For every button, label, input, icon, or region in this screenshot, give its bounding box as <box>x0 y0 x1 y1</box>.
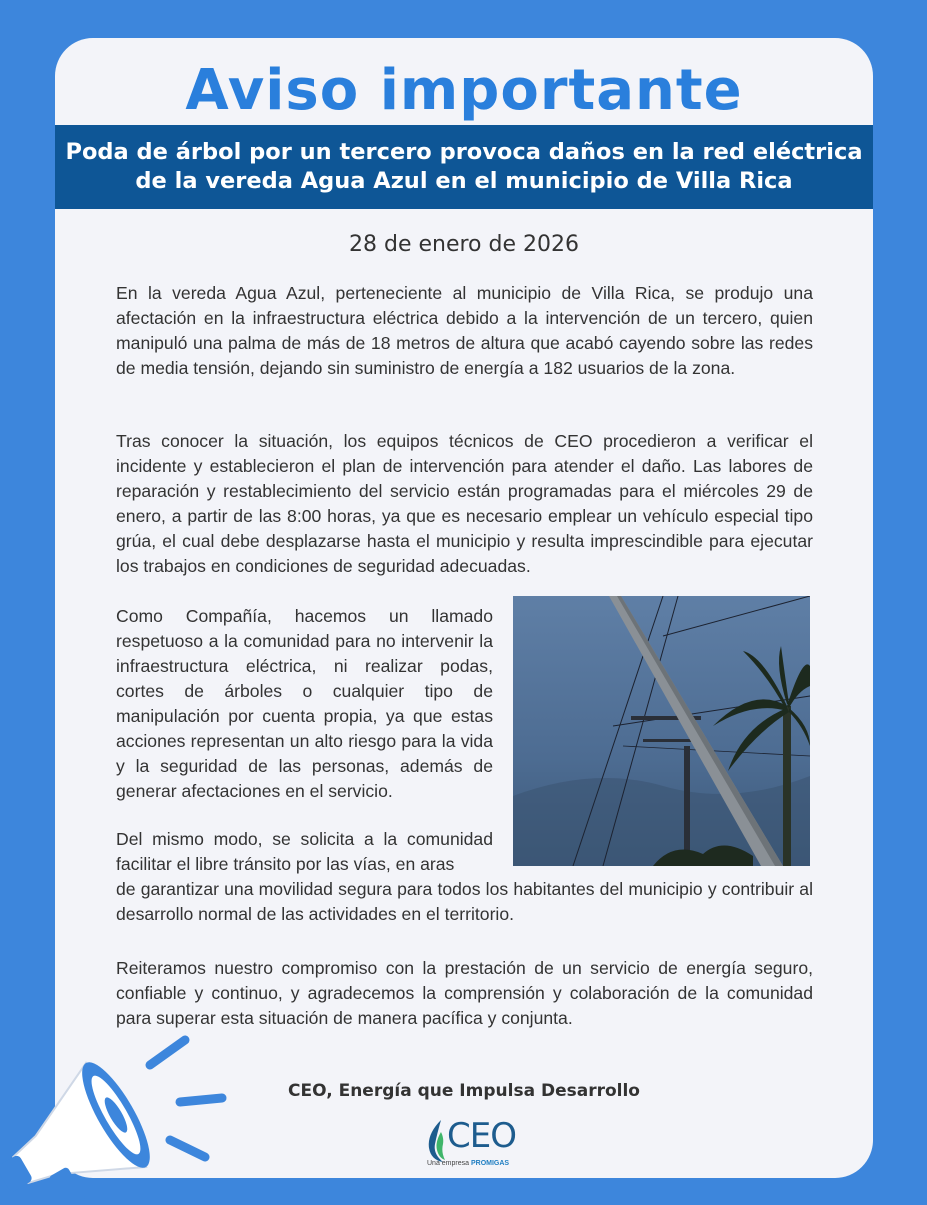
headline-banner <box>55 125 873 209</box>
paragraph-commitment: Reiteramos nuestro compromiso con la prestación de un servicio de energía seguro, confiable y continuo, y agradecemos la comprensión y colaboración de la comunidad para superar esta situación de manera pacífica y conjunta. <box>116 958 813 1028</box>
signature-slogan: CEO, Energía que Impulsa Desarrollo <box>288 1081 640 1101</box>
ceo-logo <box>423 1116 523 1172</box>
paragraph-call-to-community: Como Compañía, hacemos un llamado respetuoso a la comunidad para no intervenir la infraestructura eléctrica, ni realizar podas, cortes de árboles o cualquier tipo de manipulación por cuenta propia, ya que estas acciones representan un alto riesgo para la vida y la seguridad de las personas, además de generar afectaciones en el servicio. <box>116 606 493 801</box>
page-title: Aviso importante <box>185 58 743 123</box>
paragraph-incident: En la vereda Agua Azul, perteneciente al municipio de Villa Rica, se produjo una afectación en la infraestructura eléctrica debido a la intervención de un tercero, quien manipuló una palma de más de 18 metros de altura que acabó cayendo sobre las redes de media tensión, dejando sin suministro de energía a 182 usuarios de la zona. <box>116 283 813 378</box>
logo-text: CEO <box>447 1116 516 1156</box>
headline-line-1: Poda de árbol por un tercero provoca daños en la red eléctrica <box>65 139 863 165</box>
notice-card <box>55 38 873 1178</box>
paragraph-transit-part1: Del mismo modo, se solicita a la comunidad facilitar el libre tránsito por las vías, en aras <box>116 829 493 874</box>
logo-subtitle <box>427 1160 509 1167</box>
flame-icon <box>423 1118 449 1164</box>
damaged-pole-photo <box>513 596 810 866</box>
logo-sub-brand: PROMIGAS <box>470 1160 510 1167</box>
logo-sub-prefix: Una empresa <box>427 1160 470 1167</box>
megaphone-icon <box>0 1020 250 1200</box>
paragraph-transit-part2: de garantizar una movilidad segura para todos los habitantes del municipio y contribuir al desarrollo normal de las actividades en el territorio. <box>116 879 813 924</box>
notice-date: 28 de enero de 2026 <box>349 232 579 257</box>
paragraph-repair: Tras conocer la situación, los equipos técnicos de CEO procedieron a verificar el incidente y establecieron el plan de intervención para atender el daño. Las labores de reparación y restablecimiento del servicio están programadas para el miércoles 29 de enero, a partir de las 8:00 horas, ya que es necesario emplear un vehículo especial tipo grúa, el cual debe desplazarse hasta el municipio y resulta imprescindible para ejecutar los trabajos en condiciones de seguridad adecuadas. <box>116 431 813 576</box>
headline-line-2: de la vereda Agua Azul en el municipio de Villa Rica <box>135 168 793 194</box>
